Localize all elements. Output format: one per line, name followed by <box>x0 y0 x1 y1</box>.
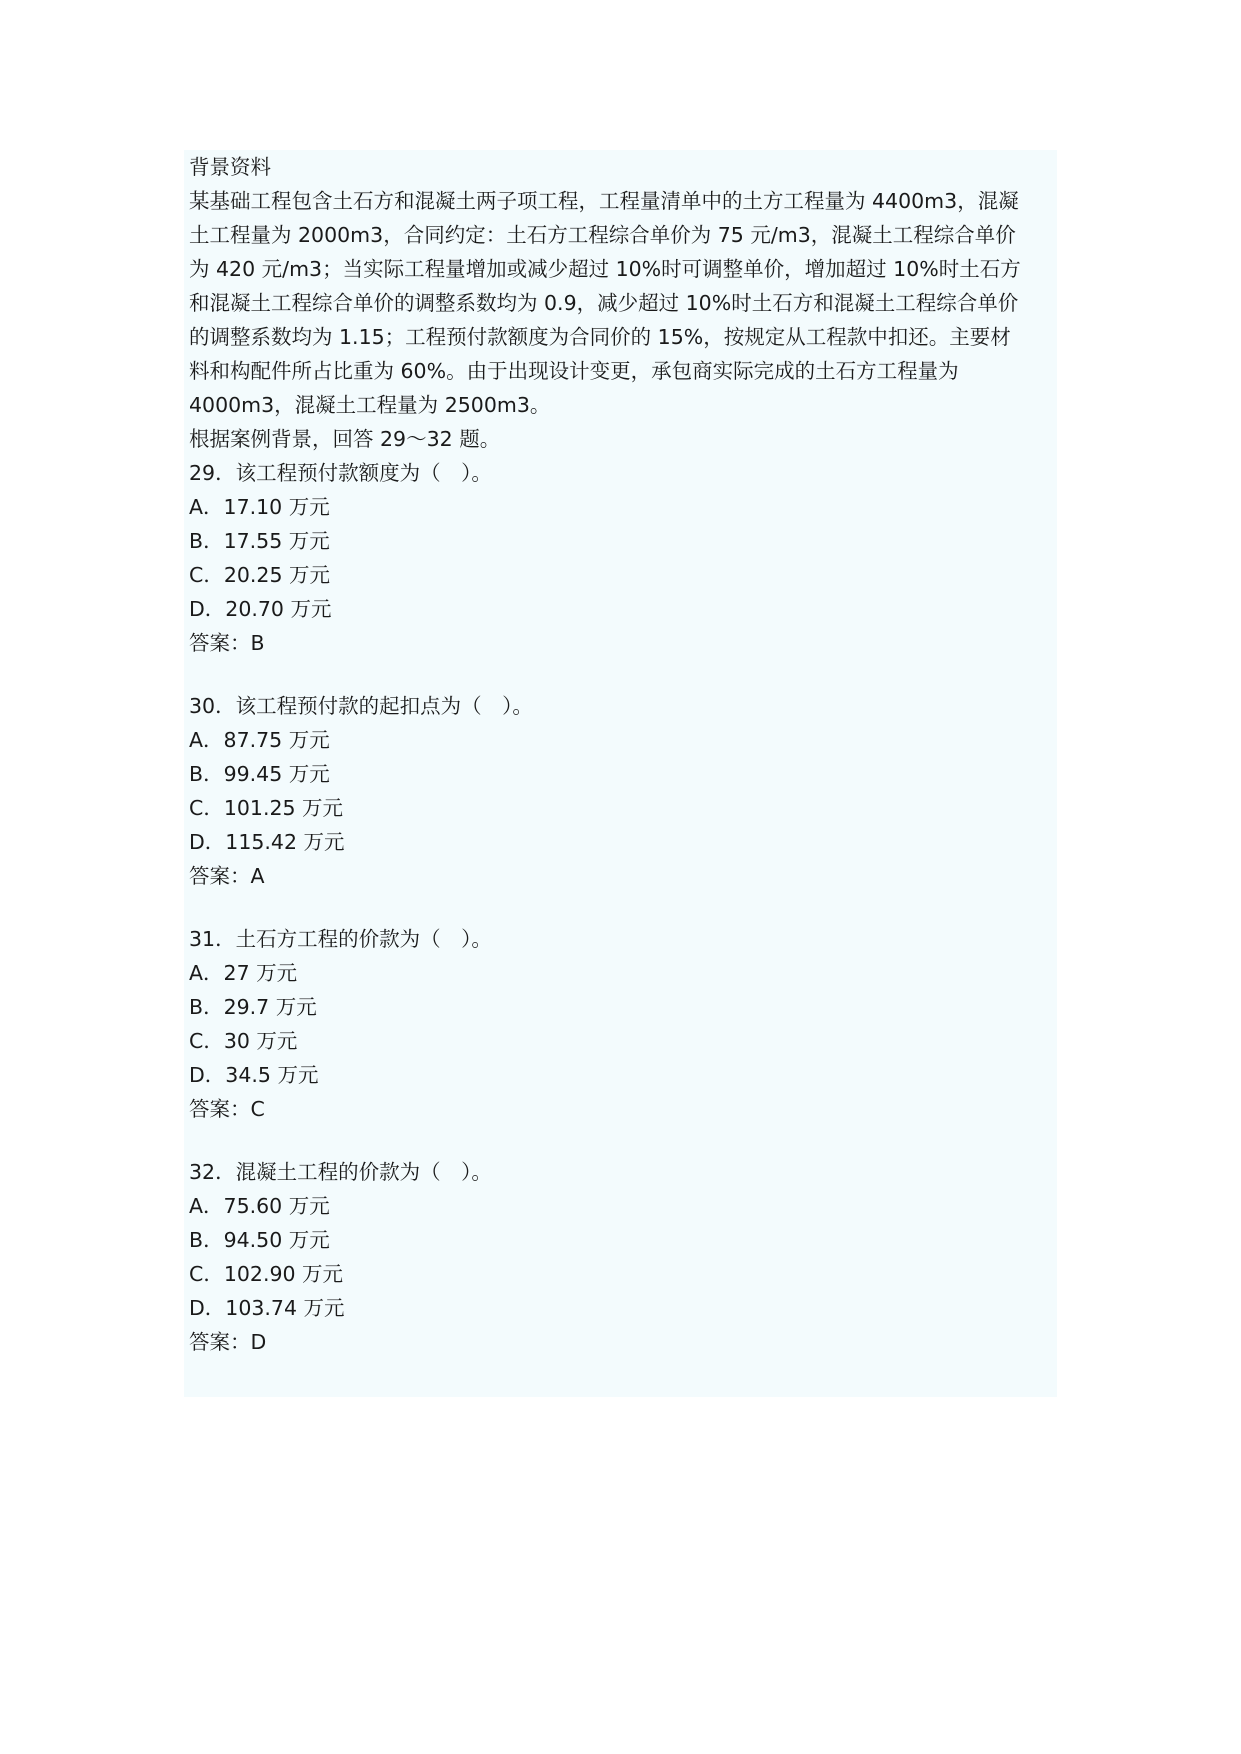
option-b: B．29.7 万元 <box>189 995 317 1019</box>
option-d: D．34.5 万元 <box>189 1063 319 1087</box>
option-c: C．30 万元 <box>189 1029 298 1053</box>
spacer <box>189 1126 1055 1155</box>
spacer <box>189 893 1055 922</box>
option-c: C．102.90 万元 <box>189 1262 344 1286</box>
option-b: B．99.45 万元 <box>189 762 330 786</box>
answer-text: 答案：D <box>189 1330 267 1354</box>
question-32 <box>189 1155 1055 1359</box>
answer-text: 答案：A <box>189 864 265 888</box>
paragraph-line: 土工程量为 2000m3，合同约定：土石方工程综合单价为 75 元/m3，混凝土工程综合单价 <box>189 223 1016 247</box>
spacer <box>189 660 1055 689</box>
question-stem: 31．土石方工程的价款为（ ）。 <box>189 927 492 951</box>
option-b: B．94.50 万元 <box>189 1228 330 1252</box>
paragraph-line: 为 420 元/m3；当实际工程量增加或减少超过 10%时可调整单价，增加超过 10%时土石方 <box>189 257 1021 281</box>
option-d: D．103.74 万元 <box>189 1296 345 1320</box>
option-d: D．20.70 万元 <box>189 597 332 621</box>
option-b: B．17.55 万元 <box>189 529 330 553</box>
option-a: A．87.75 万元 <box>189 728 330 752</box>
question-29 <box>189 456 1055 660</box>
background-paragraph <box>189 184 1055 422</box>
option-a: A．27 万元 <box>189 961 298 985</box>
section-title: 背景资料 <box>189 155 271 179</box>
paragraph-line: 某基础工程包含土石方和混凝土两子项工程，工程量清单中的土方工程量为 4400m3，混凝 <box>189 189 1019 213</box>
answer-text: 答案：B <box>189 631 265 655</box>
answer-text: 答案：C <box>189 1097 265 1121</box>
paragraph-line: 4000m3，混凝土工程量为 2500m3。 <box>189 393 551 417</box>
option-a: A．17.10 万元 <box>189 495 330 519</box>
question-stem: 32．混凝土工程的价款为（ ）。 <box>189 1160 492 1184</box>
paragraph-line: 和混凝土工程综合单价的调整系数均为 0.9，减少超过 10%时土石方和混凝土工程综合单价 <box>189 291 1019 315</box>
paragraph-line: 的调整系数均为 1.15；工程预付款额度为合同价的 15%，按规定从工程款中扣还。主要材 <box>189 325 1011 349</box>
option-c: C．101.25 万元 <box>189 796 344 820</box>
option-d: D．115.42 万元 <box>189 830 345 854</box>
document-body <box>189 150 1055 1359</box>
paragraph-line: 料和构配件所占比重为 60%。由于出现设计变更，承包商实际完成的土石方工程量为 <box>189 359 959 383</box>
option-c: C．20.25 万元 <box>189 563 331 587</box>
instruction-text: 根据案例背景，回答 29～32 题。 <box>189 427 501 451</box>
question-31 <box>189 922 1055 1126</box>
question-stem: 29．该工程预付款额度为（ ）。 <box>189 461 492 485</box>
question-30 <box>189 689 1055 893</box>
option-a: A．75.60 万元 <box>189 1194 330 1218</box>
question-stem: 30．该工程预付款的起扣点为（ ）。 <box>189 694 533 718</box>
